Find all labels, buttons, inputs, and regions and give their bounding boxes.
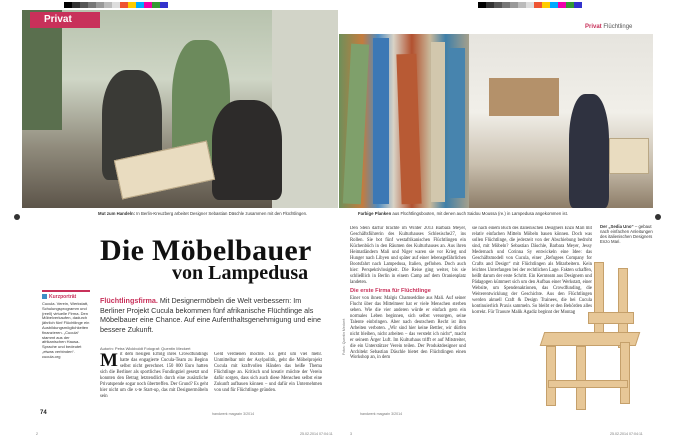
profile-box-title (42, 294, 90, 300)
photo-credit: Fotos: Quentin Meckert (342, 318, 346, 355)
workshop-caption-text: In Berlin-Kreuzberg arbeitet Designer Sebastian Däschle zusammen mit den Flüchtlingen. (136, 211, 308, 216)
print-mark-right: 3 (350, 432, 352, 436)
crop-mark-left (14, 214, 20, 220)
section-tag-right-topic: Flüchtlinge (603, 24, 633, 30)
magazine-footer-left: handwerk magazin 3/2014 (212, 412, 255, 416)
column-3-heading: Die erste Firma für Flüchtlinge (350, 287, 431, 294)
article-byline: Autorin: Petra Wickboldt Fotograf: Quentin Meckert (100, 346, 191, 351)
section-tag-left: Privat (30, 12, 100, 28)
article-column-1 (100, 352, 208, 424)
drop-cap: M (100, 352, 118, 371)
article-kicker: Flüchtlingsfirma. (100, 296, 158, 305)
column-3-body: Einer von ihnen: Malgis Chamseddine aus Mali. Auf seiner Flucht über das Mittelmeer hat er viele Menschen sterben sehen. Wie die vier anderen würde er einfach gern ein normales Leben beginnen, sich selbst versorgen, seine Talente einbringen. Aber nach deutschem Recht ist ihm Arbeiten verboten. „Wir sind hier keine Bettler, wir dürfen nicht bleiben, nicht arbeiten – das versteht ich nicht“, macht er seinem Ärger Luft. Im Kulturhaus trifft er auf Mitstreiter, die ein Unterstützer Verein teilen. Der Produktdesigner und Architekt Sebastian Däschle bietet den Flüchtlingen einen Workshop an, in dem (350, 295, 466, 361)
article-lead (100, 296, 322, 335)
article-title: Die Möbelbauer (100, 234, 312, 267)
workshop-caption (98, 212, 328, 217)
chair-caption-text: – gebaut nach einfachen Anleitungen des italienischen Designers Enzo Mari. (600, 224, 653, 245)
magazine-footer-right: handwerk magazin 3/2014 (360, 412, 403, 416)
profile-box (42, 290, 90, 370)
column-2-text: Geld verdienen möchte. Es geht um viel mehr. Unmittelbar mit der Asylpolitik, geht die Möbelprojekt Cucula mit kraftvollen Händen das heiße Thema Flüchtlinge an. Kritisch und kreativ möchte der Verein dafür sorgen, dass sich auch diese Menschen selbst eine Zukunft aufbauen können – und dafür ein Unternehmen von und für Flüchtlinge gründen. (214, 352, 322, 393)
print-date-left: 25.02.2014 07:04:11 (300, 432, 333, 436)
studio-photo (469, 34, 653, 208)
planks-caption-bold: Farbige Planken (358, 211, 392, 216)
crop-mark-right (655, 214, 661, 220)
planks-caption-text: aus Flüchtlingsbooten, mit denen auch Saidou Moussa (re.) in Lampedusa angekommen ist. (392, 211, 568, 216)
section-tag-right (585, 24, 632, 30)
profile-box-text: Cucula. Verein, Werkstatt, Schulungsprogramm und (reell) virtuelle Firma. Den Möbelverkaufen, dadurch jährlich fünf Flüchtlinge ein Ausbildungsmöglichkeiten finanzieren. „Cucula“ stammt aus der afrikanischen Hausa-Sprache und bedeutet „etwas verbinden“. cucula.org (42, 301, 90, 359)
column-1-text: it dem riesigen Erfolg ihres Crowdfundings hatte das engagierte Cucula-Team zu Beginn selbst nicht gerechnet. 150 000 Euro hatten sich die Berliner als sportliches Fundingziel gesetzt und konnten den Betrag letztendlich durch eine zusätzliche Privatspende sogar noch übertreffen. Der Grund? Es geht hier nicht um die x-te Start-up, das mit Designermöbeln sein (100, 352, 208, 399)
column-3-intro: Den Stein darfür brachte im Winter 2013 Barbara Meyer, Geschäftsführerin des Kulturhauses Schlesische27, ins Rollen. Sie bot fünf westafrikanischen Flüchtlingen ein Küchenbüch in den Räumen des Kulturhauses an. Aus ihren Heimatländern Mali und Niger waren sie vor Krieg und Hunger nach Libyen und später auf einer lebensgefährlichen Bootsfahrt nach Lampedusa, Italien, geflohen. Doch auch hier: Perspektivlosigkeit. Die Reise ging weiter, bis sie schließlich in Berlin in einem Camp auf dem Oranienplatz landeten. (350, 226, 466, 285)
color-bar-right (478, 2, 582, 8)
profile-box-title-text: Kurzporträt (49, 294, 77, 300)
print-mark-left: 2 (36, 432, 38, 436)
planks-photo (339, 34, 469, 208)
column-4-text: sie nach einem Buch des italienischen Designers Enzo Mari mit relativ einfachen Mitteln Möbeln bauen können. Doch was sollen Flüchtlinge, die jederzeit von der Abschiebung bedroht sind, mit Möbeln? Sebastian Däschle, Barbara Meyer, Jessy Medernach und Corinna Sy entwickeln eine Idee: das Geschäftsmodell von Cucula, einer „Refugees Company for Crafts and Design“ mit Flüchtlingen als Mitarbeitern. Kein leichtes Unterfangen bei der rechtlichen Lage. Fakten schaffen, heißt darum der erste Schritt. Ein Kernteam aus Designern und Pädagogen kümmert sich um den Aufbau einer Werkstatt, einer Website, um Spendenaktionen, das Crowdfunding, die Weiterentwicklung der Geschichte. Aus den Flüchtlingen werden aktuell Craft & Design Trainees, die bei Cucula kontinuierlich Praxis sammeln. So bleibt er den Behörden alles korrekt. Für Traoure Malik Agadiz beginnt der Montag (472, 226, 592, 315)
article-lead-text: Mit Designermöbeln die Welt verbessern: Im Berliner Projekt Cucula bekommen fünf afrikanische Flüchtlinge als Möbelbauer eine Chance. Auf eine Aufenthaltsgenehmigung und eine bessere Zukunft. (100, 296, 321, 335)
chair-caption (600, 224, 654, 245)
page-number-left: 74 (40, 410, 47, 416)
chair-caption-bold: Der „Sedia Uno“ (600, 224, 634, 229)
section-tag-right-prefix: Privat (585, 24, 602, 30)
color-bar-left (64, 2, 168, 8)
article-column-3 (350, 226, 466, 424)
info-square-icon (42, 294, 47, 299)
planks-caption (358, 212, 608, 217)
print-date-right: 25.02.2014 07:04:11 (610, 432, 643, 436)
workshop-caption-bold: Mut zum Handeln: (98, 211, 135, 216)
chair-illustration (536, 262, 646, 412)
article-subtitle: von Lampedusa (172, 262, 309, 284)
workshop-photo (22, 10, 338, 208)
